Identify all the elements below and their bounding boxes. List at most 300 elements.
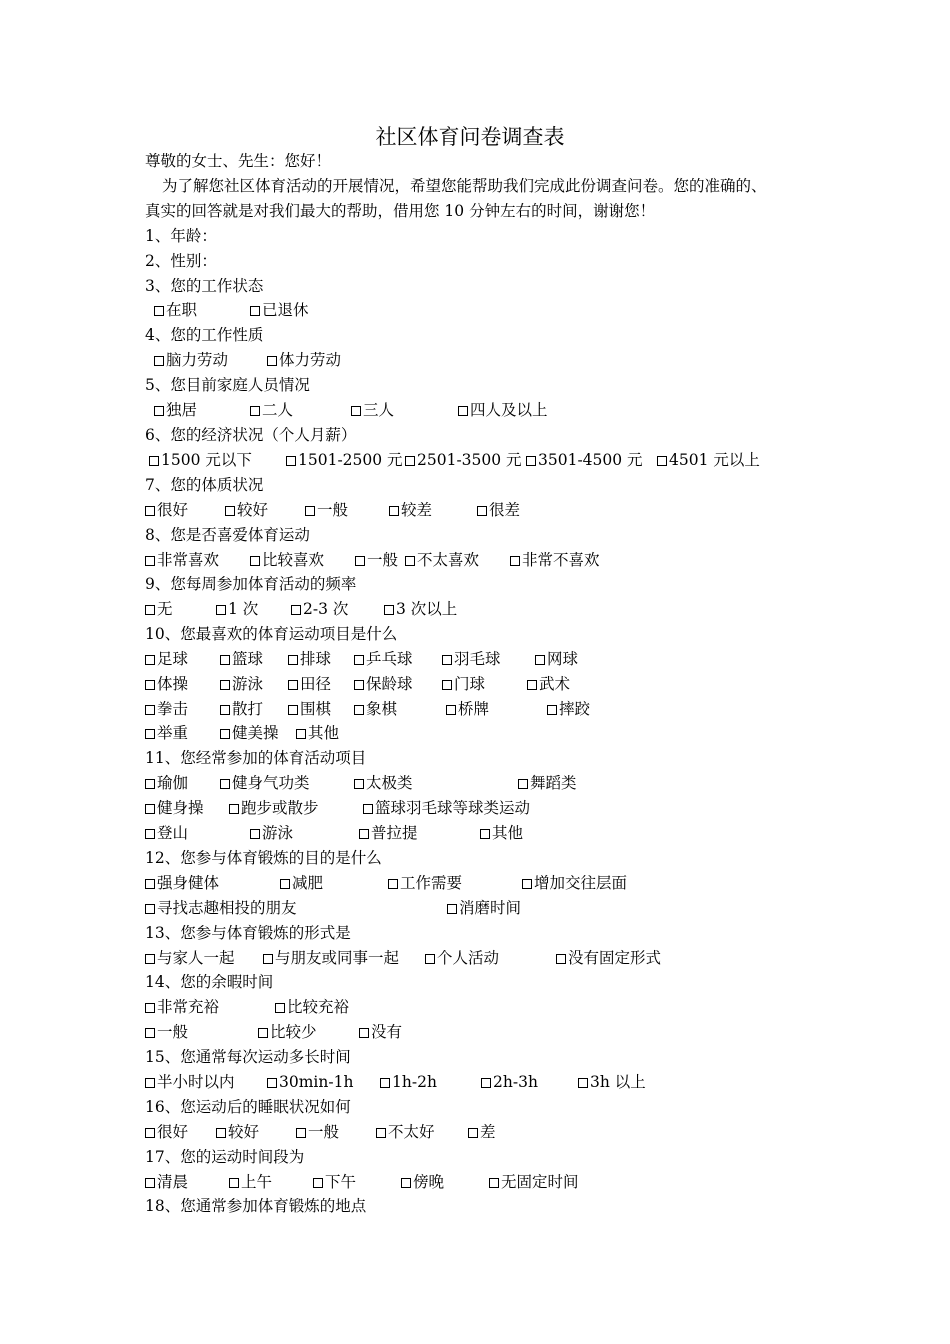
option-label: 没有: [371, 1023, 403, 1041]
option-散打[interactable]: [220, 698, 263, 720]
option-label: 30min-1h: [279, 1073, 354, 1091]
question-7-text: 7、您的体质状况: [145, 476, 264, 494]
checkbox-icon[interactable]: [305, 506, 315, 516]
question-10-options-row: [145, 648, 825, 670]
option-label: 游泳: [232, 675, 264, 693]
option-1500元以下[interactable]: [149, 449, 252, 471]
option-与家人一起[interactable]: [145, 947, 235, 969]
option-30min-1h[interactable]: [267, 1071, 353, 1093]
checkbox-icon[interactable]: [480, 829, 490, 839]
question-2-text: 2、性别：: [145, 252, 217, 270]
option-label: 比较少: [270, 1023, 317, 1041]
checkbox-icon[interactable]: [288, 655, 298, 665]
option-label: 无固定时间: [501, 1173, 579, 1191]
option-label: 在职: [166, 301, 198, 319]
option-label: 跑步或散步: [241, 799, 319, 817]
option-label: 排球: [300, 650, 332, 668]
option-乒乓球[interactable]: [354, 648, 413, 670]
question-3-text: 3、您的工作状态: [145, 277, 264, 295]
option-label: 2h-3h: [493, 1073, 538, 1091]
checkbox-icon[interactable]: [145, 605, 155, 615]
checkbox-icon[interactable]: [296, 729, 306, 739]
option-label: 较好: [237, 501, 269, 519]
option-label: 健美操: [232, 724, 279, 742]
checkbox-icon[interactable]: [442, 680, 452, 690]
option-label: 羽毛球: [454, 650, 501, 668]
checkbox-icon[interactable]: [145, 729, 155, 739]
option-label: 足球: [157, 650, 189, 668]
option-label: 散打: [232, 700, 264, 718]
option-围棋[interactable]: [288, 698, 331, 720]
checkbox-icon[interactable]: [522, 879, 532, 889]
checkbox-icon[interactable]: [376, 1128, 386, 1138]
checkbox-icon[interactable]: [288, 680, 298, 690]
question-16-options-row: [145, 1121, 825, 1143]
option-登山[interactable]: [145, 822, 188, 844]
question-4-text: 4、您的工作性质: [145, 326, 264, 344]
option-label: 与朋友或同事一起: [275, 949, 400, 967]
checkbox-icon[interactable]: [286, 456, 296, 466]
checkbox-icon[interactable]: [425, 954, 435, 964]
checkbox-icon[interactable]: [145, 506, 155, 516]
checkbox-icon[interactable]: [149, 456, 159, 466]
checkbox-icon[interactable]: [405, 456, 415, 466]
checkbox-icon[interactable]: [527, 680, 537, 690]
checkbox-icon[interactable]: [229, 804, 239, 814]
checkbox-icon[interactable]: [447, 904, 457, 914]
option-象棋[interactable]: [354, 698, 397, 720]
option-与朋友或同事一起[interactable]: [263, 947, 399, 969]
checkbox-icon[interactable]: [388, 879, 398, 889]
option-体操[interactable]: [145, 673, 188, 695]
checkbox-icon[interactable]: [145, 556, 155, 566]
option-差[interactable]: [468, 1121, 496, 1143]
option-门球[interactable]: [442, 673, 485, 695]
option-label: 二人: [262, 401, 294, 419]
question-11-text: 11、您经常参加的体育活动项目: [145, 749, 367, 767]
question-14-text: 14、您的余暇时间: [145, 973, 274, 991]
option-label: 与家人一起: [157, 949, 235, 967]
option-label: 登山: [157, 824, 189, 842]
option-label: 清晨: [157, 1173, 189, 1191]
option-label: 体力劳动: [279, 351, 342, 369]
question-3-options-row: [145, 299, 825, 321]
question-7-options-row: [145, 499, 825, 521]
question-14-options-row: [145, 1021, 825, 1043]
option-3h以上[interactable]: [578, 1071, 646, 1093]
question-12-options-row: [145, 872, 825, 894]
checkbox-icon[interactable]: [275, 1003, 285, 1013]
option-label: 一般: [367, 551, 399, 569]
option-寻找志趣相投的朋友[interactable]: [145, 897, 297, 919]
checkbox-icon[interactable]: [267, 356, 277, 366]
option-脑力劳动[interactable]: [154, 349, 228, 371]
checkbox-icon[interactable]: [145, 680, 155, 690]
option-上午[interactable]: [229, 1171, 272, 1193]
checkbox-icon[interactable]: [220, 705, 230, 715]
option-label: 举重: [157, 724, 189, 742]
checkbox-icon[interactable]: [145, 655, 155, 665]
question-8-options-row: [145, 549, 825, 571]
option-无[interactable]: [145, 598, 173, 620]
checkbox-icon[interactable]: [220, 779, 230, 789]
option-label: 3501-4500 元: [538, 451, 643, 469]
option-label: 象棋: [366, 700, 398, 718]
checkbox-icon[interactable]: [355, 556, 365, 566]
option-健美操[interactable]: [220, 722, 279, 744]
question-16-text: 16、您运动后的睡眠状况如何: [145, 1098, 351, 1116]
checkbox-icon[interactable]: [229, 1178, 239, 1188]
option-label: 增加交往层面: [534, 874, 628, 892]
option-label: 2-3 次: [303, 600, 349, 618]
checkbox-icon[interactable]: [481, 1078, 491, 1088]
question-15-options-row: [145, 1071, 825, 1093]
option-不太喜欢[interactable]: [405, 549, 479, 571]
option-label: 较好: [228, 1123, 260, 1141]
option-较好[interactable]: [225, 499, 268, 521]
option-label: 健身气功类: [232, 774, 310, 792]
option-已退休[interactable]: [250, 299, 309, 321]
option-label: 下午: [325, 1173, 357, 1191]
option-田径[interactable]: [288, 673, 331, 695]
option-3次以上[interactable]: [384, 598, 457, 620]
checkbox-icon[interactable]: [216, 605, 226, 615]
option-瑜伽[interactable]: [145, 772, 188, 794]
checkbox-icon[interactable]: [288, 705, 298, 715]
option-label: 一般: [157, 1023, 189, 1041]
option-label: 四人及以上: [470, 401, 548, 419]
question-17-text: 17、您的运动时间段为: [145, 1148, 305, 1166]
option-label: 2501-3500 元: [417, 451, 522, 469]
option-label: 非常充裕: [157, 998, 220, 1016]
option-在职[interactable]: [154, 299, 197, 321]
checkbox-icon[interactable]: [225, 506, 235, 516]
option-label: 篮球: [232, 650, 264, 668]
option-健身操[interactable]: [145, 797, 204, 819]
option-篮球羽毛球等球类运动[interactable]: [363, 797, 530, 819]
checkbox-icon[interactable]: [657, 456, 667, 466]
option-其他[interactable]: [480, 822, 523, 844]
option-没有固定形式[interactable]: [556, 947, 661, 969]
question-14-options-row: [145, 996, 825, 1018]
option-非常充裕[interactable]: [145, 996, 219, 1018]
option-label: 脑力劳动: [166, 351, 229, 369]
checkbox-icon[interactable]: [145, 904, 155, 914]
question-6-options-row: [145, 449, 825, 471]
option-一般[interactable]: [305, 499, 348, 521]
option-1次[interactable]: [216, 598, 258, 620]
option-label: 没有固定形式: [568, 949, 662, 967]
checkbox-icon[interactable]: [526, 456, 536, 466]
question-11-options-row: [145, 797, 825, 819]
option-label: 1 次: [228, 600, 259, 618]
option-label: 非常喜欢: [157, 551, 220, 569]
option-羽毛球[interactable]: [442, 648, 501, 670]
option-label: 3 次以上: [396, 600, 458, 618]
checkbox-icon[interactable]: [446, 705, 456, 715]
option-label: 个人活动: [437, 949, 500, 967]
checkbox-icon[interactable]: [405, 556, 415, 566]
option-没有[interactable]: [359, 1021, 402, 1043]
option-不太好[interactable]: [376, 1121, 435, 1143]
checkbox-icon[interactable]: [145, 1028, 155, 1038]
option-label: 乒乓球: [366, 650, 413, 668]
option-游泳[interactable]: [220, 673, 263, 695]
option-较差[interactable]: [389, 499, 432, 521]
checkbox-icon[interactable]: [401, 1178, 411, 1188]
option-四人及以上[interactable]: [458, 399, 548, 421]
option-拳击[interactable]: [145, 698, 188, 720]
option-桥牌[interactable]: [446, 698, 489, 720]
option-label: 寻找志趣相投的朋友: [157, 899, 297, 917]
option-2-3次[interactable]: [291, 598, 348, 620]
question-13-text: 13、您参与体育锻炼的形式是: [145, 924, 351, 942]
option-label: 1500 元以下: [161, 451, 252, 469]
checkbox-icon[interactable]: [384, 605, 394, 615]
checkbox-icon[interactable]: [145, 1078, 155, 1088]
question-1-text: 1、年龄：: [145, 227, 217, 245]
option-label: 太极类: [366, 774, 413, 792]
option-傍晚[interactable]: [401, 1171, 444, 1193]
option-label: 游泳: [262, 824, 294, 842]
option-清晨[interactable]: [145, 1171, 188, 1193]
checkbox-icon[interactable]: [258, 1028, 268, 1038]
checkbox-icon[interactable]: [363, 804, 373, 814]
checkbox-icon[interactable]: [145, 954, 155, 964]
checkbox-icon[interactable]: [250, 556, 260, 566]
option-网球[interactable]: [535, 648, 578, 670]
option-label: 无: [157, 600, 173, 618]
option-label: 门球: [454, 675, 486, 693]
question-12-text: 12、您参与体育锻炼的目的是什么: [145, 849, 382, 867]
question-9-text: 9、您每周参加体育活动的频率: [145, 575, 357, 593]
checkbox-icon[interactable]: [145, 879, 155, 889]
checkbox-icon[interactable]: [145, 779, 155, 789]
option-label: 桥牌: [458, 700, 490, 718]
checkbox-icon[interactable]: [296, 1128, 306, 1138]
checkbox-icon[interactable]: [154, 306, 164, 316]
option-label: 减肥: [292, 874, 324, 892]
option-下午[interactable]: [313, 1171, 356, 1193]
question-11-options-row: [145, 772, 825, 794]
question-4-options-row: [145, 349, 825, 371]
option-非常喜欢[interactable]: [145, 549, 219, 571]
checkbox-icon[interactable]: [354, 705, 364, 715]
option-label: 独居: [166, 401, 198, 419]
option-很好[interactable]: [145, 1121, 188, 1143]
option-label: 体操: [157, 675, 189, 693]
option-三人[interactable]: [351, 399, 394, 421]
option-游泳[interactable]: [250, 822, 293, 844]
option-强身健体[interactable]: [145, 872, 219, 894]
checkbox-icon[interactable]: [145, 1003, 155, 1013]
option-独居[interactable]: [154, 399, 197, 421]
question-13-options-row: [145, 947, 825, 969]
option-较好[interactable]: [216, 1121, 259, 1143]
checkbox-icon[interactable]: [354, 779, 364, 789]
option-label: 消磨时间: [459, 899, 522, 917]
checkbox-icon[interactable]: [145, 705, 155, 715]
checkbox-icon[interactable]: [220, 655, 230, 665]
question-5-options-row: [145, 399, 825, 421]
checkbox-icon[interactable]: [154, 406, 164, 416]
option-无固定时间[interactable]: [489, 1171, 579, 1193]
question-8-text: 8、您是否喜爱体育运动: [145, 526, 310, 544]
option-label: 网球: [547, 650, 579, 668]
checkbox-icon[interactable]: [458, 406, 468, 416]
option-保龄球[interactable]: [354, 673, 413, 695]
option-体力劳动[interactable]: [267, 349, 341, 371]
option-跑步或散步[interactable]: [229, 797, 319, 819]
checkbox-icon[interactable]: [359, 1028, 369, 1038]
option-工作需要[interactable]: [388, 872, 462, 894]
option-比较充裕[interactable]: [275, 996, 349, 1018]
checkbox-icon[interactable]: [145, 1128, 155, 1138]
option-篮球[interactable]: [220, 648, 263, 670]
option-其他[interactable]: [296, 722, 339, 744]
checkbox-icon[interactable]: [380, 1078, 390, 1088]
option-label: 较差: [401, 501, 433, 519]
option-一般[interactable]: [145, 1021, 188, 1043]
checkbox-icon[interactable]: [250, 406, 260, 416]
option-武术[interactable]: [527, 673, 570, 695]
option-二人[interactable]: [250, 399, 293, 421]
option-舞蹈类[interactable]: [518, 772, 577, 794]
checkbox-icon[interactable]: [518, 779, 528, 789]
checkbox-icon[interactable]: [280, 879, 290, 889]
option-太极类[interactable]: [354, 772, 413, 794]
option-label: 武术: [539, 675, 571, 693]
option-非常不喜欢[interactable]: [510, 549, 600, 571]
option-label: 1501-2500 元: [298, 451, 403, 469]
checkbox-icon[interactable]: [556, 954, 566, 964]
checkbox-icon[interactable]: [220, 680, 230, 690]
option-label: 摔跤: [559, 700, 591, 718]
checkbox-icon[interactable]: [477, 506, 487, 516]
option-label: 健身操: [157, 799, 204, 817]
option-label: 舞蹈类: [530, 774, 577, 792]
option-举重[interactable]: [145, 722, 188, 744]
option-label: 3h 以上: [590, 1073, 646, 1091]
question-11-options-row: [145, 822, 825, 844]
option-1501-2500元[interactable]: [286, 449, 403, 471]
question-10-options-row: [145, 673, 825, 695]
option-排球[interactable]: [288, 648, 331, 670]
option-label: 比较喜欢: [262, 551, 325, 569]
option-label: 很好: [157, 1123, 189, 1141]
intro-line-1: 为了解您社区体育活动的开展情况，希望您能帮助我们完成此份调查问卷。您的准确的、: [162, 177, 767, 195]
checkbox-icon[interactable]: [351, 406, 361, 416]
option-label: 篮球羽毛球等球类运动: [375, 799, 531, 817]
option-摔跤[interactable]: [547, 698, 590, 720]
option-label: 其他: [492, 824, 524, 842]
option-半小时以内[interactable]: [145, 1071, 235, 1093]
question-10-text: 10、您最喜欢的体育运动项目是什么: [145, 625, 398, 643]
option-2h-3h[interactable]: [481, 1071, 538, 1093]
option-1h-2h[interactable]: [380, 1071, 437, 1093]
option-普拉提[interactable]: [359, 822, 418, 844]
checkbox-icon[interactable]: [354, 680, 364, 690]
option-一般[interactable]: [296, 1121, 339, 1143]
question-10-options-row: [145, 722, 825, 744]
checkbox-icon[interactable]: [216, 1128, 226, 1138]
option-消磨时间[interactable]: [447, 897, 521, 919]
option-减肥[interactable]: [280, 872, 323, 894]
checkbox-icon[interactable]: [145, 1178, 155, 1188]
checkbox-icon[interactable]: [145, 804, 155, 814]
checkbox-icon[interactable]: [267, 1078, 277, 1088]
checkbox-icon[interactable]: [535, 655, 545, 665]
option-label: 围棋: [300, 700, 332, 718]
checkbox-icon[interactable]: [250, 306, 260, 316]
checkbox-icon[interactable]: [291, 605, 301, 615]
checkbox-icon[interactable]: [263, 954, 273, 964]
greeting: 尊敬的女士、先生：您好！: [145, 152, 332, 170]
checkbox-icon[interactable]: [220, 729, 230, 739]
checkbox-icon[interactable]: [547, 705, 557, 715]
option-比较喜欢[interactable]: [250, 549, 324, 571]
option-足球[interactable]: [145, 648, 188, 670]
checkbox-icon[interactable]: [468, 1128, 478, 1138]
checkbox-icon[interactable]: [389, 506, 399, 516]
checkbox-icon[interactable]: [510, 556, 520, 566]
option-label: 半小时以内: [157, 1073, 235, 1091]
option-4501元以上[interactable]: [657, 449, 760, 471]
option-label: 不太好: [388, 1123, 435, 1141]
checkbox-icon[interactable]: [313, 1178, 323, 1188]
question-6-text: 6、您的经济状况（个人月薪）: [145, 426, 357, 444]
checkbox-icon[interactable]: [145, 829, 155, 839]
option-增加交往层面[interactable]: [522, 872, 627, 894]
option-label: 非常不喜欢: [522, 551, 600, 569]
option-2501-3500元[interactable]: [405, 449, 522, 471]
question-15-text: 15、您通常每次运动多长时间: [145, 1048, 351, 1066]
option-label: 一般: [317, 501, 349, 519]
checkbox-icon[interactable]: [578, 1078, 588, 1088]
option-个人活动[interactable]: [425, 947, 499, 969]
checkbox-icon[interactable]: [359, 829, 369, 839]
option-一般[interactable]: [355, 549, 398, 571]
option-很差[interactable]: [477, 499, 520, 521]
option-label: 4501 元以上: [669, 451, 760, 469]
checkbox-icon[interactable]: [154, 356, 164, 366]
option-label: 差: [480, 1123, 496, 1141]
option-label: 拳击: [157, 700, 189, 718]
checkbox-icon[interactable]: [442, 655, 452, 665]
option-健身气功类[interactable]: [220, 772, 310, 794]
option-label: 上午: [241, 1173, 273, 1191]
checkbox-icon[interactable]: [354, 655, 364, 665]
option-label: 田径: [300, 675, 332, 693]
option-label: 1h-2h: [392, 1073, 437, 1091]
option-3501-4500元[interactable]: [526, 449, 643, 471]
question-17-options-row: [145, 1171, 825, 1193]
checkbox-icon[interactable]: [250, 829, 260, 839]
question-12-options-row: [145, 897, 825, 919]
option-label: 很差: [489, 501, 521, 519]
question-9-options-row: [145, 598, 825, 620]
option-label: 很好: [157, 501, 189, 519]
option-比较少[interactable]: [258, 1021, 317, 1043]
option-label: 三人: [363, 401, 395, 419]
option-label: 已退休: [262, 301, 309, 319]
question-10-options-row: [145, 698, 825, 720]
option-很好[interactable]: [145, 499, 188, 521]
option-label: 其他: [308, 724, 340, 742]
option-label: 比较充裕: [287, 998, 350, 1016]
checkbox-icon[interactable]: [489, 1178, 499, 1188]
option-label: 一般: [308, 1123, 340, 1141]
